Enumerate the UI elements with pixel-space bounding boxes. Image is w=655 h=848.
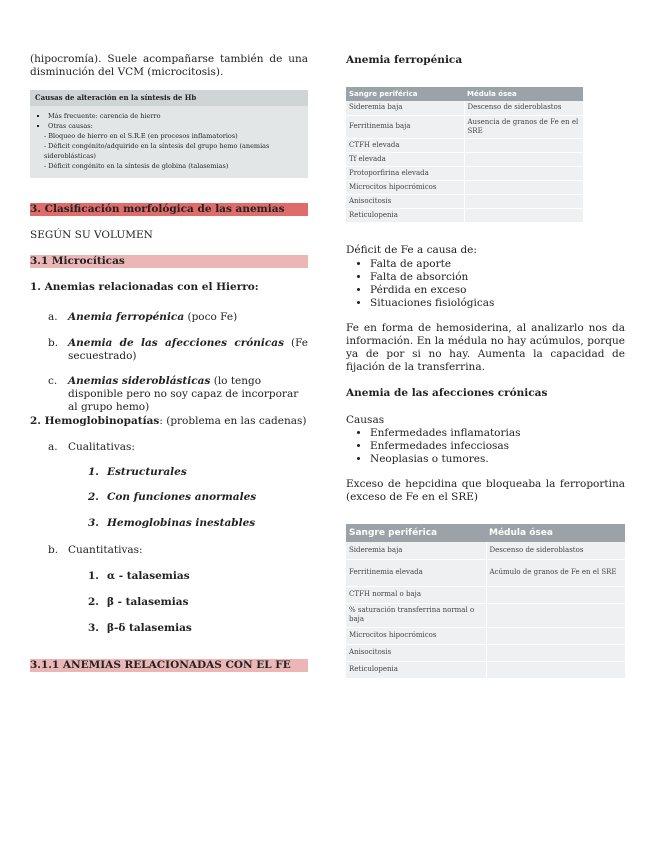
list-item: • Enfermedades inflamatorias <box>370 427 521 440</box>
table-cell <box>464 194 583 208</box>
table-header: Médula ósea <box>464 87 583 101</box>
causes-sub-item: - Déficit congénito en la síntesis de globina (talasemias) <box>44 162 229 170</box>
table-cell: CTFH normal o baja <box>346 586 486 603</box>
table-cell: Ferritinemia baja <box>346 115 464 138</box>
table-cell: Microcitos hipocrómicos <box>346 180 464 194</box>
table-cell <box>464 180 583 194</box>
item-note: (Fe secuestrado) <box>68 337 308 362</box>
table-cell: Sideremia baja <box>346 101 464 115</box>
list-number: 3. <box>88 517 99 529</box>
table-row <box>346 661 625 678</box>
table-row <box>346 586 625 603</box>
table-row <box>346 603 625 627</box>
list-letter: c. <box>48 375 58 387</box>
quantitative-item: β-δ talasemias <box>107 622 192 634</box>
table-row <box>346 101 583 115</box>
list-number: 2. <box>88 491 99 503</box>
table-cell <box>486 603 625 627</box>
quantitative-item: α - talasemias <box>107 570 190 582</box>
item-term: Anemias sideroblásticas <box>68 375 211 387</box>
table-cell: Tf elevada <box>346 152 464 166</box>
list-number: 1. <box>88 570 99 582</box>
deficit-causes-list <box>346 258 494 310</box>
table-row <box>346 115 583 138</box>
table-cell <box>486 661 625 678</box>
table-row <box>346 542 625 559</box>
causes-box-list <box>30 106 308 131</box>
list-item: • Falta de absorción <box>370 271 494 284</box>
iron-item-c <box>68 375 308 414</box>
table-cell <box>486 627 625 644</box>
causes-box <box>30 90 308 178</box>
table-cell <box>464 152 583 166</box>
list-number: 3. <box>88 622 99 634</box>
qualitative-item: Estructurales <box>107 466 187 478</box>
causes-sub-item: - Bloqueo de hierro en el S.R.E (en procesos inflamatorios) <box>44 132 238 140</box>
causes-box-title: Causas de alteración en la síntesis de Hb <box>30 90 308 106</box>
list-number: 1. <box>88 466 99 478</box>
table-header: Sangre periférica <box>346 524 486 542</box>
table-header: Médula ósea <box>486 524 625 542</box>
table-row <box>346 208 583 222</box>
table-cell: Anisocitosis <box>346 194 464 208</box>
table-cell: Ausencia de granos de Fe en el SRE <box>464 115 583 138</box>
table-cell: % saturación transferrina normal o baja <box>346 603 486 627</box>
qualitative-item: Con funciones anormales <box>107 491 257 503</box>
list-letter: a. <box>48 311 58 323</box>
volumen-label: SEGÚN SU VOLUMEN <box>30 229 153 241</box>
table-cell: Microcitos hipocrómicos <box>346 627 486 644</box>
heading-iron-anemias: 1. Anemias relacionadas con el Hierro: <box>30 281 259 293</box>
table-cell: Descenso de sideroblastos <box>464 101 583 115</box>
table-header: Sangre periférica <box>346 87 464 101</box>
table-ferropenica <box>346 87 583 223</box>
item-term: Anemia de las afecciones crónicas <box>68 337 284 349</box>
list-item: • Situaciones fisiológicas <box>370 297 494 310</box>
table-row <box>346 138 583 152</box>
table-cell: Reticulopenia <box>346 208 464 222</box>
table-cell <box>486 644 625 661</box>
list-letter: b. <box>48 337 59 349</box>
table-row <box>346 559 625 586</box>
table-cell: Anisocitosis <box>346 644 486 661</box>
table-cell: Sideremia baja <box>346 542 486 559</box>
table-row <box>346 152 583 166</box>
heading-term: 2. Hemoglobinopatías <box>30 415 160 427</box>
list-item: • Pérdida en exceso <box>370 284 494 297</box>
table-cell: CTFH elevada <box>346 138 464 152</box>
table-row <box>346 627 625 644</box>
hepcidin-paragraph: Exceso de hepcidina que bloqueaba la ferroportina (exceso de Fe en el SRE) <box>346 478 625 503</box>
intro-paragraph: (hipocromía). Suele acompañarse también de una disminución del VCM (microcitosis). <box>30 53 308 78</box>
section-heading-3: 3. Clasificación morfológica de las anemias <box>30 203 308 216</box>
iron-item-a <box>68 311 308 324</box>
iron-item-b <box>68 337 308 363</box>
list-number: 2. <box>88 596 99 608</box>
chronic-causes-list <box>346 427 521 466</box>
table-cell <box>464 208 583 222</box>
list-item: • Neoplasias o tumores. <box>370 453 521 466</box>
list-item: ▪ Más frecuente: carencia de hierro <box>48 111 308 121</box>
list-letter: a. <box>48 441 58 453</box>
causas-label: Causas <box>346 414 385 426</box>
title-afecciones-cronicas: Anemia de las afecciones crónicas <box>346 387 548 399</box>
table-cell: Acúmulo de granos de Fe en el SRE <box>486 559 625 586</box>
hemosiderin-paragraph: Fe en forma de hemosiderina, al analizarlo nos da información. En la médula no hay acúmulos, porque ya de por si no hay. Aumenta la capacidad de fijación de la transferrina. <box>346 322 625 373</box>
table-cell: Descenso de sideroblastos <box>486 542 625 559</box>
deficit-label: Déficit de Fe a causa de: <box>346 244 477 256</box>
table-cell: Ferritinemia elevada <box>346 559 486 586</box>
table-cell <box>464 138 583 152</box>
table-cronicas <box>346 524 625 679</box>
list-item: ▪ Otras causas: <box>48 121 308 131</box>
item-term: Anemia ferropénica <box>68 311 185 323</box>
table-row <box>346 180 583 194</box>
causes-sub-item: - Déficit congénito/adquirido en la síntesis del grupo hemo (anemias sideroblásticas) <box>44 142 270 160</box>
heading-hemoglobinopathies <box>30 415 306 427</box>
table-row <box>346 194 583 208</box>
list-letter: b. <box>48 544 59 556</box>
heading-note: : (problema en las cadenas) <box>159 415 307 427</box>
list-item: • Falta de aporte <box>370 258 494 271</box>
section-heading-3-1: 3.1 Microcíticas <box>30 255 308 268</box>
table-row <box>346 644 625 661</box>
table-cell: Reticulopenia <box>346 661 486 678</box>
table-row <box>346 166 583 180</box>
qualitative-item: Hemoglobinas inestables <box>107 517 256 529</box>
table-cell: Protoporfirina elevada <box>346 166 464 180</box>
table-cell <box>464 166 583 180</box>
section-heading-3-1-1: 3.1.1 ANEMIAS RELACIONADAS CON EL FE <box>30 659 308 672</box>
title-anemia-ferropenica: Anemia ferropénica <box>346 54 463 66</box>
qualitative-label: Cualitativas: <box>68 441 135 453</box>
quantitative-item: β - talasemias <box>107 596 189 608</box>
quantitative-label: Cuantitativas: <box>68 544 143 556</box>
list-item: • Enfermedades infecciosas <box>370 440 521 453</box>
item-note: (lo tengo disponible pero no soy capaz de incorporar al grupo hemo) <box>68 375 299 413</box>
item-note: (poco Fe) <box>184 311 238 323</box>
table-cell <box>486 586 625 603</box>
